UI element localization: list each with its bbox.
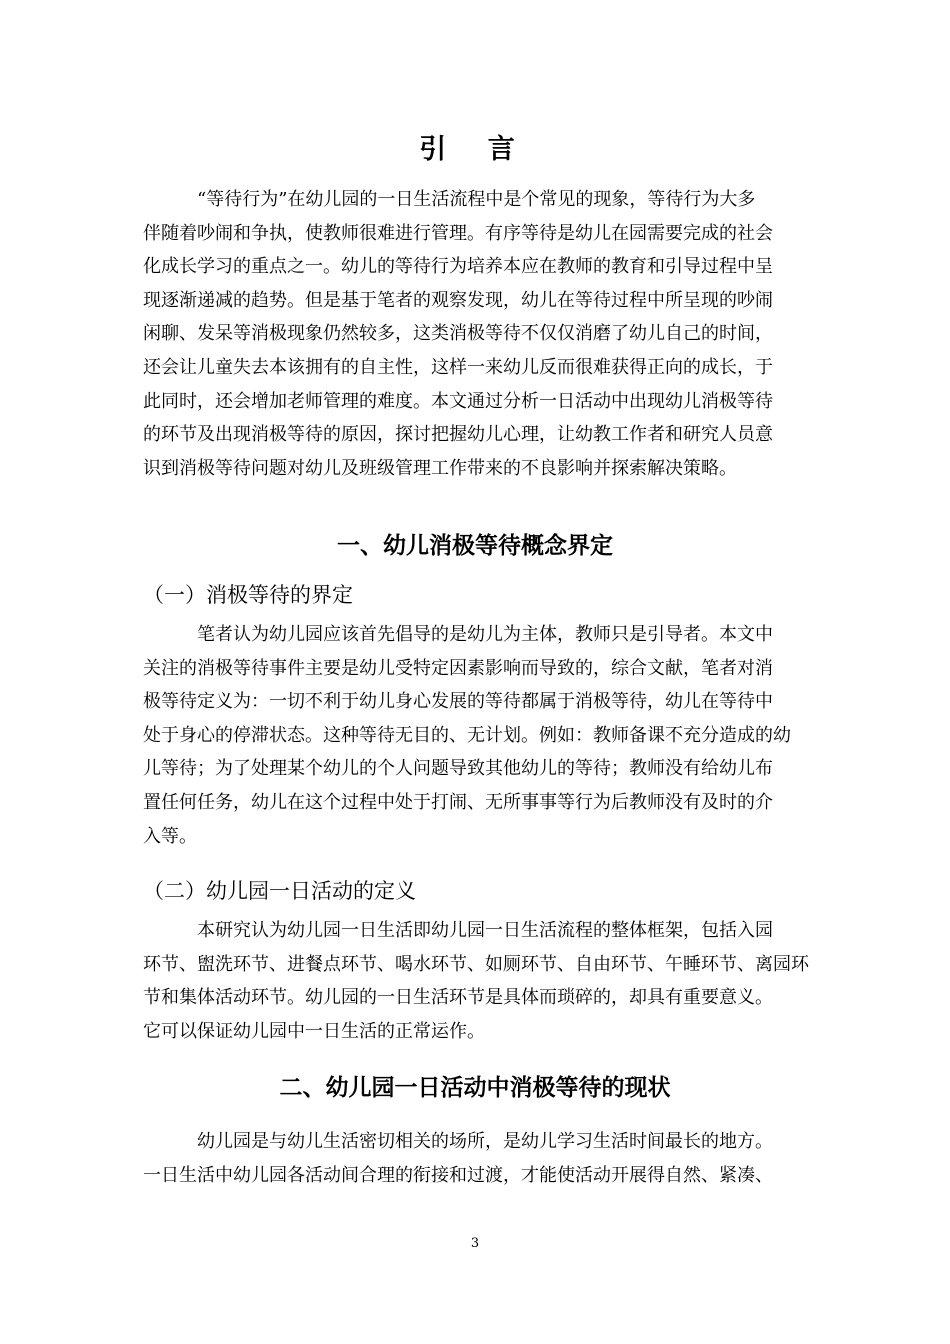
paragraph-line: 儿等待；为了处理某个幼儿的个人问题导致其他幼儿的等待；教师没有给幼儿布 — [143, 758, 773, 780]
paragraph-line: “等待行为”在幼儿园的一日生活流程中是个常见的现象，等待行为大多 — [197, 189, 756, 210]
intro-title: 引 言 — [419, 134, 531, 165]
paragraph-line: 极等待定义为：一切不利于幼儿身心发展的等待都属于消极等待，幼儿在等待中 — [143, 691, 773, 713]
intro-paragraph — [143, 183, 808, 485]
page-number: 3 — [470, 1236, 480, 1251]
paragraph-line: 它可以保证幼儿园中一日生活的正常运作。 — [143, 1020, 485, 1042]
section2-heading: 二、幼儿园一日活动中消极等待的现状 — [279, 1075, 671, 1101]
paragraph-line: 此同时，还会增加老师管理的难度。本文通过分析一日活动中出现幼儿消极等待 — [143, 390, 773, 412]
paragraph-line: 闲聊、发呆等消极现象仍然较多，这类消极等待不仅仅消磨了幼儿自己的时间， — [143, 323, 773, 345]
paragraph-line: 处于身心的停滞状态。这种等待无目的、无计划。例如：教师备课不充分造成的幼 — [143, 724, 791, 746]
paragraph-line: 识到消极等待问题对幼儿及班级管理工作带来的不良影响并探索解决策略。 — [143, 457, 737, 479]
paragraph-line: 一日生活中幼儿园各活动间合理的衔接和过渡，才能使活动开展得自然、紧凑、 — [143, 1164, 773, 1186]
paragraph-line: 化成长学习的重点之一。幼儿的等待行为培养本应在教师的教育和引导过程中呈 — [143, 256, 773, 278]
paragraph-line: 现逐渐递减的趋势。但是基于笔者的观察发现，幼儿在等待过程中所呈现的吵闹 — [143, 289, 773, 311]
paragraph-line: 环节、盥洗环节、进餐点环节、喝水环节、如厕环节、自由环节、午睡环节、离园环 — [143, 953, 809, 975]
paragraph-line: 节和集体活动环节。幼儿园的一日生活环节是具体而琐碎的，却具有重要意义。 — [143, 987, 773, 1009]
section1-sub1-paragraph — [143, 618, 808, 853]
section1-sub2-heading: （二）幼儿园一日活动的定义 — [143, 879, 416, 903]
paragraph-line: 幼儿园是与幼儿生活密切相关的场所，是幼儿学习生活时间最长的地方。 — [197, 1131, 773, 1152]
paragraph-line: 还会让儿童失去本该拥有的自主性，这样一来幼儿反而很难获得正向的成长，于 — [143, 356, 773, 378]
paragraph-line: 笔者认为幼儿园应该首先倡导的是幼儿为主体，教师只是引导者。本文中 — [197, 624, 773, 645]
paragraph-line: 入等。 — [143, 825, 197, 847]
section1-sub1-heading: （一）消极等待的界定 — [143, 583, 353, 607]
section2-paragraph — [143, 1125, 808, 1192]
paragraph-line: 关注的消极等待事件主要是幼儿受特定因素影响而导致的，综合文献，笔者对消 — [143, 657, 773, 679]
paragraph-line: 伴随着吵闹和争执，使教师很难进行管理。有序等待是幼儿在园需要完成的社会 — [143, 222, 773, 244]
paragraph-line: 的环节及出现消极等待的原因，探讨把握幼儿心理，让幼教工作者和研究人员意 — [143, 424, 773, 446]
section1-sub2-paragraph — [143, 914, 808, 1048]
paragraph-line: 本研究认为幼儿园一日生活即幼儿园一日生活流程的整体框架，包括入园 — [197, 920, 773, 941]
section1-heading: 一、幼儿消极等待概念界定 — [337, 533, 613, 559]
paragraph-line: 置任何任务，幼儿在这个过程中处于打闹、无所事事等行为后教师没有及时的介 — [143, 791, 773, 813]
